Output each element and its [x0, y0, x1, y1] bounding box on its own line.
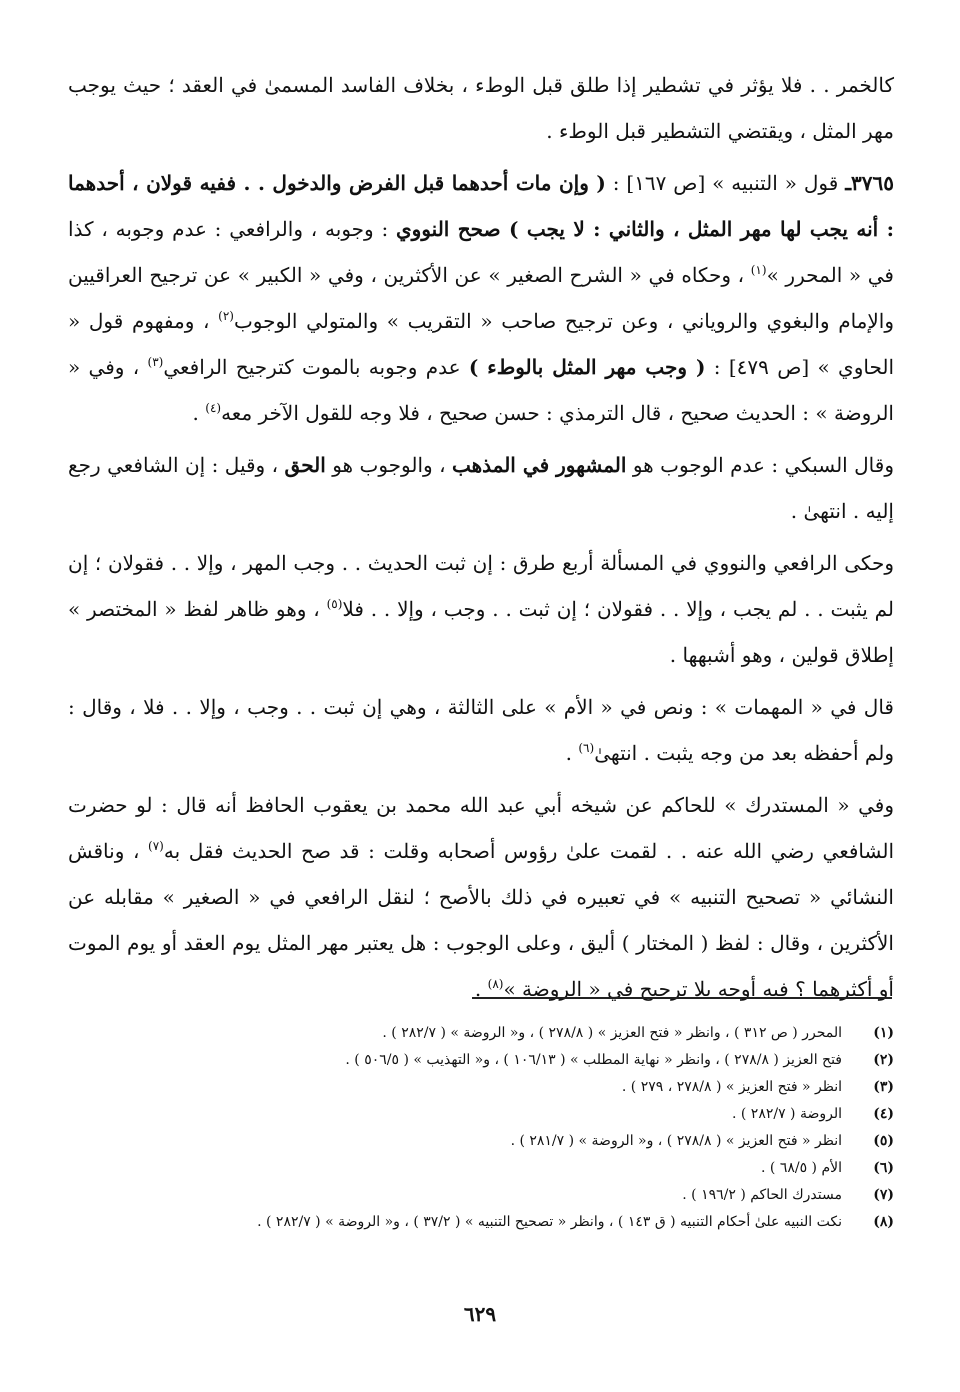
footnote-ref[interactable]: (٣)	[147, 355, 164, 369]
footnote-number: (٤)	[873, 1106, 894, 1122]
text-run: .	[192, 401, 206, 425]
text-run: وحكى الرافعي والنووي في المسألة أربع طرق : إن ثبت الحديث . . وجب المهر ، وإلا . . فقولان ؛ إن لم يثبت . . لم يجب ، وإلا . . فقولان ؛ إن ثبت . . وجب ، وإلا . . فلا	[68, 551, 894, 621]
text-run: قال في « المهمات » : ونص في « الأم » على الثالثة ، وهي إن ثبت . . وجب ، وإلا . . فلا ، وقال : ولم أحفظه بعد من وجه يثبت . انتهىٰ	[68, 695, 894, 765]
footnote-ref[interactable]: (٦)	[578, 741, 595, 755]
text-run: : وجوبه ، والرافعي : عدم وجوبه ، كذا في « المحرر »	[68, 217, 894, 287]
text-run: وفي « المستدرك » للحاكم عن شيخه أبي عبد الله محمد بن يعقوب الحافظ أنه قال : لو حضرت الشافعي رضي الله عنه . . لقمت علىٰ رؤوس أصحابه وقلت : قد صح الحديث فقل به	[68, 793, 895, 863]
footnote	[68, 1074, 894, 1101]
text-run: ، وحكاه في « الشرح الصغير » عن الأكثرين ، وفي « الكبير » عن ترجيح العراقيين والإمام والبغوي والروياني ، وعن ترجيح صاحب « التقريب » والمتولي الوجوب	[68, 263, 895, 333]
text-run: ، وناقش النشائي « تصحيح التنبيه » في تعبيره في ذلك بالأصح ؛ لنقل الرافعي في « الصغير » مقابله عن الأكثرين ، وقال : لفظ ( المختار ) أليق ، وعلى الوجوب : هل يعتبر مهر المثل يوم العقد أو يوم الموت أو أكثرهما ؟ فيه أوجه بلا ترجيح في « الروضة »	[68, 839, 894, 1001]
quoted-text: ( وجب مهر المثل بالوطء )	[468, 355, 706, 379]
footnote-ref[interactable]: (٨)	[487, 977, 504, 991]
text-run: ، ومفهوم قول « الحاوي » [ص ٤٧٩] :	[68, 309, 895, 379]
footnotes	[68, 1020, 894, 1236]
footnote-number: (٧)	[873, 1187, 894, 1203]
footnote-number: (٨)	[873, 1214, 894, 1230]
text-run: وقال السبكي : عدم الوجوب هو	[626, 453, 894, 477]
text-run: ، وفي « الروضة » : الحديث صحيح ، قال الترمذي : حسن صحيح ، فلا وجه للقول الآخر معه	[68, 355, 894, 425]
paragraph-4	[68, 540, 894, 678]
paragraph-3	[68, 442, 894, 534]
text-run: عدم وجوبه بالموت كترجيح الرافعي	[163, 355, 469, 379]
footnote-ref[interactable]: (٢)	[218, 309, 234, 323]
footnote-number: (٣)	[873, 1079, 894, 1095]
text-run: كالخمر . . فلا يؤثر في تشطير إذا طلق قبل الوطء ، بخلاف الفاسد المسمىٰ في العقد ؛ حيث يوجب مهر المثل ، ويقتضي التشطير قبل الوطء .	[68, 73, 894, 143]
footnote	[68, 1101, 894, 1128]
paragraph-1	[68, 62, 894, 154]
footnote-text: الأم ( ٦٨/٥ ) .	[761, 1160, 842, 1176]
text-run: .	[565, 741, 579, 765]
footnote-text: نكت النبيه علىٰ أحكام التنبيه ( ق ١٤٣ ) ، وانظر « تصحيح التنبيه » ( ٣٧/٢ ) ، و« الروضة » ( ٢٨٢/٧ ) .	[257, 1214, 842, 1230]
quoted-text: ( وإن مات أحدهما قبل الفرض والدخول . . ففيه قولان ، أحدهما : أنه يجب لها مهر المثل ، والثاني : لا يجب ) صحح النووي	[68, 171, 894, 241]
main-text	[68, 62, 894, 1018]
paragraph-5	[68, 684, 894, 776]
footnote	[68, 1209, 894, 1236]
emphasis-text: المشهور في المذهب	[451, 453, 627, 477]
footnote-text: مستدرك الحاكم ( ١٩٦/٢ ) .	[682, 1187, 842, 1203]
paragraph-2	[68, 160, 894, 436]
entry-number: ٣٧٦٥ـ	[845, 171, 895, 195]
footnote	[68, 1155, 894, 1182]
footnote-text: انظر « فتح العزيز » ( ٢٧٨/٨ ) ، و« الروضة » ( ٢٨١/٧ ) .	[510, 1133, 842, 1149]
footnote-text: المحرر ( ص ٣١٢ ) ، وانظر « فتح العزيز » ( ٢٧٨/٨ ) ، و« الروضة » ( ٢٨٢/٧ ) .	[382, 1025, 842, 1041]
footnote-number: (٢)	[873, 1052, 894, 1068]
footnote	[68, 1020, 894, 1047]
footnote	[68, 1047, 894, 1074]
emphasis-text: الحق	[284, 453, 326, 477]
footnote-ref[interactable]: (١)	[750, 263, 767, 277]
text-run: .	[474, 977, 488, 1001]
footnote-number: (١)	[873, 1025, 894, 1041]
footnote-separator	[472, 997, 892, 999]
footnote-ref[interactable]: (٥)	[326, 597, 343, 611]
footnote-text: انظر « فتح العزيز » ( ٢٧٨/٨ ، ٢٧٩ ) .	[621, 1079, 842, 1095]
footnote-number: (٥)	[873, 1133, 894, 1149]
footnote-number: (٦)	[873, 1160, 894, 1176]
text-run: ، وقيل : إن الشافعي رجع إليه . انتهىٰ .	[68, 453, 894, 523]
footnote-ref[interactable]: (٤)	[205, 401, 222, 415]
footnote-text: فتح العزيز ( ٢٧٨/٨ ) ، وانظر « نهاية المطلب » ( ١٠٦/١٣ ) ، و« التهذيب » ( ٥٠٦/٥ ) .	[345, 1052, 842, 1068]
text-run: قول « التنبيه » [ص ١٦٧] :	[605, 171, 846, 195]
footnote-text: الروضة ( ٢٨٢/٧ ) .	[731, 1106, 842, 1122]
text-run: ، وهو ظاهر لفظ « المختصر » إطلاق قولين ، وهو أشبهها .	[68, 597, 894, 667]
footnote	[68, 1128, 894, 1155]
text-run: ، والوجوب هو	[325, 453, 452, 477]
page-number: ٦٢٩	[463, 1302, 497, 1326]
paragraph-6	[68, 782, 894, 1012]
footnote-ref[interactable]: (٧)	[148, 839, 164, 853]
footnote	[68, 1182, 894, 1209]
